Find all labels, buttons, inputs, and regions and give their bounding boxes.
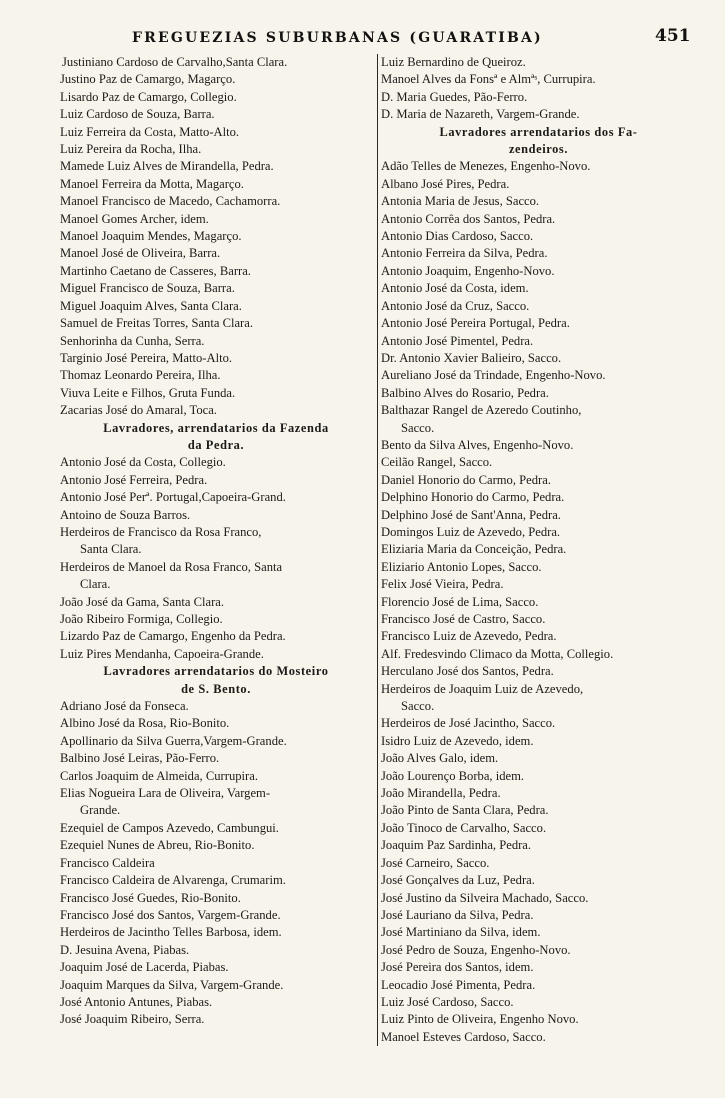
- directory-entry: Aureliano José da Trindade, Engenho-Novo.: [381, 368, 606, 383]
- directory-entry: Balbino José Leiras, Pão-Ferro.: [60, 751, 220, 766]
- directory-entry: Antonio José Ferreira, Pedra.: [60, 472, 208, 487]
- directory-entry: Joaquim José de Lacerda, Piabas.: [60, 960, 229, 975]
- directory-entry: Antonio Joaquim, Engenho-Novo.: [381, 263, 555, 278]
- directory-entry: Isidro Luiz de Azevedo, idem.: [381, 733, 534, 748]
- directory-entry: Herdeiros de José Jacintho, Sacco.: [381, 716, 556, 731]
- right-column: [377, 54, 696, 1046]
- directory-entry: Clara.: [80, 577, 111, 592]
- directory-entry: Luiz Pereira da Rocha, Ilha.: [60, 142, 202, 157]
- directory-entry: Alf. Fredesvindo Climaco da Motta, Collegio.: [381, 646, 614, 661]
- directory-entry: Antonio José Pimentel, Pedra.: [381, 333, 534, 348]
- directory-entry: Manoel Ferreira da Motta, Magarço.: [60, 176, 244, 191]
- directory-entry: Leocadio José Pimenta, Pedra.: [381, 977, 536, 992]
- section-heading: Lavradores arrendatarios do Mosteiro: [103, 664, 329, 679]
- directory-entry: Delphino Honorio do Carmo, Pedra.: [381, 490, 565, 505]
- directory-entry: Samuel de Freitas Torres, Santa Clara.: [60, 316, 253, 331]
- directory-entry: Sacco.: [401, 420, 435, 435]
- directory-entry: Antoino de Souza Barros.: [60, 507, 191, 522]
- section-heading: Lavradores, arrendatarios da Fazenda: [103, 420, 329, 435]
- directory-entry: Justiniano Cardoso de Carvalho,Santa Clara.: [62, 55, 288, 69]
- directory-entry: Francisco José dos Santos, Vargem-Grande.: [60, 907, 281, 922]
- directory-entry: João Ribeiro Formiga, Collegio.: [60, 612, 223, 626]
- directory-entry: Ezequiel Nunes de Abreu, Rio-Bonito.: [60, 838, 255, 853]
- directory-entry: José Carneiro, Sacco.: [381, 855, 490, 870]
- directory-entry: Santa Clara.: [80, 542, 142, 557]
- directory-entry: Albino José da Rosa, Rio-Bonito.: [60, 716, 230, 731]
- directory-entry: Elias Nogueira Lara de Oliveira, Vargem-: [60, 786, 271, 801]
- directory-entry: José Pereira dos Santos, idem.: [381, 960, 534, 975]
- page-number: 451: [655, 26, 691, 46]
- directory-entry: Daniel Honorio do Carmo, Pedra.: [381, 472, 551, 487]
- section-heading: Lavradores arrendatarios dos Fa-: [439, 124, 638, 139]
- directory-entry: Apollinario da Silva Guerra,Vargem-Grande.: [60, 733, 287, 748]
- directory-entry: Francisco José Guedes, Rio-Bonito.: [60, 890, 241, 905]
- directory-entry: Eliziaria Maria da Conceição, Pedra.: [381, 542, 567, 557]
- directory-entry: José Joaquim Ribeiro, Serra.: [60, 1012, 205, 1027]
- directory-entry: Targinio José Pereira, Matto-Alto.: [60, 350, 233, 365]
- directory-entry: Mamede Luiz Alves de Mirandella, Pedra.: [60, 159, 274, 174]
- directory-entry: Francisco José de Castro, Sacco.: [381, 612, 546, 626]
- directory-entry: Sacco.: [401, 699, 435, 714]
- directory-entry: José Martiniano da Silva, idem.: [381, 925, 541, 940]
- section-heading: da Pedra.: [187, 437, 245, 452]
- directory-entry: Francisco Luiz de Azevedo, Pedra.: [381, 629, 557, 644]
- directory-entry: José Pedro de Souza, Engenho-Novo.: [381, 942, 571, 957]
- directory-entry: Balbino Alves do Rosario, Pedra.: [381, 385, 549, 400]
- directory-entry: Miguel Joaquim Alves, Santa Clara.: [60, 298, 242, 313]
- directory-entry: Manoel Alves da Fonsª e Almªˢ, Currupira.: [381, 72, 596, 87]
- directory-entry: Antonio Corrêa dos Santos, Pedra.: [381, 211, 556, 226]
- directory-entry: João Alves Galo, idem.: [381, 751, 499, 766]
- directory-entry: Manoel José de Oliveira, Barra.: [60, 246, 221, 261]
- section-heading: zendeiros.: [508, 142, 569, 157]
- directory-entry: José Justino da Silveira Machado, Sacco.: [381, 890, 589, 905]
- directory-entry: Francisco Caldeira de Alvarenga, Crumarim.: [60, 873, 286, 888]
- directory-entry: Antonio José da Costa, idem.: [381, 281, 529, 296]
- directory-entry: Dr. Antonio Xavier Balieiro, Sacco.: [381, 350, 562, 365]
- directory-entry: Luiz Pinto de Oliveira, Engenho Novo.: [381, 1012, 579, 1027]
- directory-entry: Herculano José dos Santos, Pedra.: [381, 664, 554, 679]
- directory-entry: Viuva Leite e Filhos, Gruta Funda.: [60, 385, 236, 400]
- directory-entry: Grande.: [80, 803, 121, 818]
- directory-entry: Luiz Bernardino de Queiroz.: [381, 55, 526, 69]
- directory-entry: Manoel Joaquim Mendes, Magarço.: [60, 229, 242, 244]
- directory-entry: Luiz Ferreira da Costa, Matto-Alto.: [60, 124, 240, 139]
- directory-entry: Herdeiros de Manoel da Rosa Franco, Santa: [60, 559, 283, 574]
- section-heading: de S. Bento.: [181, 681, 251, 696]
- directory-entry: Florencio José de Lima, Sacco.: [381, 594, 539, 609]
- directory-entry: João Mirandella, Pedra.: [381, 786, 501, 801]
- directory-entry: Justino Paz de Camargo, Magarço.: [60, 72, 236, 87]
- directory-entry: Miguel Francisco de Souza, Barra.: [60, 281, 235, 296]
- directory-entry: Luiz José Cardoso, Sacco.: [381, 994, 514, 1009]
- directory-entry: Eliziario Antonio Lopes, Sacco.: [381, 559, 542, 574]
- directory-entry: Antonio José da Costa, Collegio.: [60, 455, 226, 470]
- directory-entry: Antonio José da Cruz, Sacco.: [381, 298, 530, 313]
- directory-entry: Bento da Silva Alves, Engenho-Novo.: [381, 437, 574, 452]
- running-header-title: FREGUEZIAS SUBURBANAS (GUARATIBA): [132, 30, 543, 46]
- directory-entry: Antonio Dias Cardoso, Sacco.: [381, 229, 534, 244]
- directory-entry: Luiz Pires Mendanha, Capoeira-Grande.: [60, 646, 264, 661]
- directory-entry: Herdeiros de Joaquim Luiz de Azevedo,: [381, 681, 584, 696]
- directory-entry: D. Maria de Nazareth, Vargem-Grande.: [381, 107, 580, 122]
- directory-entry: Manoel Esteves Cardoso, Sacco.: [381, 1029, 546, 1044]
- directory-entry: Joaquim Marques da Silva, Vargem-Grande.: [60, 977, 284, 992]
- directory-entry: D. Jesuina Avena, Piabas.: [60, 942, 190, 957]
- directory-entry: Manoel Gomes Archer, idem.: [60, 211, 209, 226]
- directory-entry: Luiz Cardoso de Souza, Barra.: [60, 107, 215, 122]
- directory-entry: José Lauriano da Silva, Pedra.: [381, 907, 534, 922]
- directory-entry: Zacarias José do Amaral, Toca.: [60, 403, 217, 418]
- directory-entry: João José da Gama, Santa Clara.: [60, 594, 225, 609]
- directory-entry: Adão Telles de Menezes, Engenho-Novo.: [381, 159, 591, 174]
- directory-entry: Delphino José de Sant'Anna, Pedra.: [381, 507, 561, 522]
- directory-entry: Adriano José da Fonseca.: [60, 699, 189, 714]
- directory-entry: José Antonio Antunes, Piabas.: [60, 994, 213, 1009]
- directory-entry: Ceilão Rangel, Sacco.: [381, 455, 493, 470]
- directory-entry: Joaquim Paz Sardinha, Pedra.: [381, 838, 532, 853]
- directory-entry: Antonio José Pereira Portugal, Pedra.: [381, 316, 570, 331]
- directory-entry: Domingos Luiz de Azevedo, Pedra.: [381, 524, 561, 539]
- directory-entry: João Tinoco de Carvalho, Sacco.: [381, 820, 547, 835]
- directory-entry: Thomaz Leonardo Pereira, Ilha.: [60, 368, 221, 383]
- directory-entry: Lisardo Paz de Camargo, Collegio.: [60, 89, 237, 104]
- directory-entry: Manoel Francisco de Macedo, Cachamorra.: [60, 194, 281, 209]
- left-column: [60, 54, 372, 1029]
- directory-entry: Herdeiros de Francisco da Rosa Franco,: [60, 524, 262, 539]
- directory-entry: D. Maria Guedes, Pão-Ferro.: [381, 89, 528, 104]
- directory-entry: Ezequiel de Campos Azevedo, Cambungui.: [60, 820, 279, 835]
- directory-entry: João Lourenço Borba, idem.: [381, 768, 525, 783]
- directory-entry: Albano José Pires, Pedra.: [381, 176, 510, 191]
- directory-entry: Francisco Caldeira: [60, 855, 155, 870]
- directory-entry: João Pinto de Santa Clara, Pedra.: [381, 803, 549, 818]
- directory-entry: Antonio José Perª. Portugal,Capoeira-Grand.: [60, 490, 286, 505]
- directory-entry: José Gonçalves da Luz, Pedra.: [381, 873, 535, 888]
- directory-entry: Antonio Ferreira da Silva, Pedra.: [381, 246, 548, 261]
- directory-entry: Herdeiros de Jacintho Telles Barbosa, idem.: [60, 925, 282, 940]
- directory-entry: Lizardo Paz de Camargo, Engenho da Pedra.: [60, 629, 286, 644]
- directory-entry: Carlos Joaquim de Almeida, Currupira.: [60, 768, 258, 783]
- directory-entry: Antonia Maria de Jesus, Sacco.: [381, 194, 540, 209]
- directory-entry: Senhorinha da Cunha, Serra.: [60, 333, 205, 348]
- directory-entry: Felix José Vieira, Pedra.: [381, 577, 504, 592]
- directory-entry: Martinho Caetano de Casseres, Barra.: [60, 263, 251, 278]
- directory-entry: Balthazar Rangel de Azeredo Coutinho,: [381, 403, 582, 418]
